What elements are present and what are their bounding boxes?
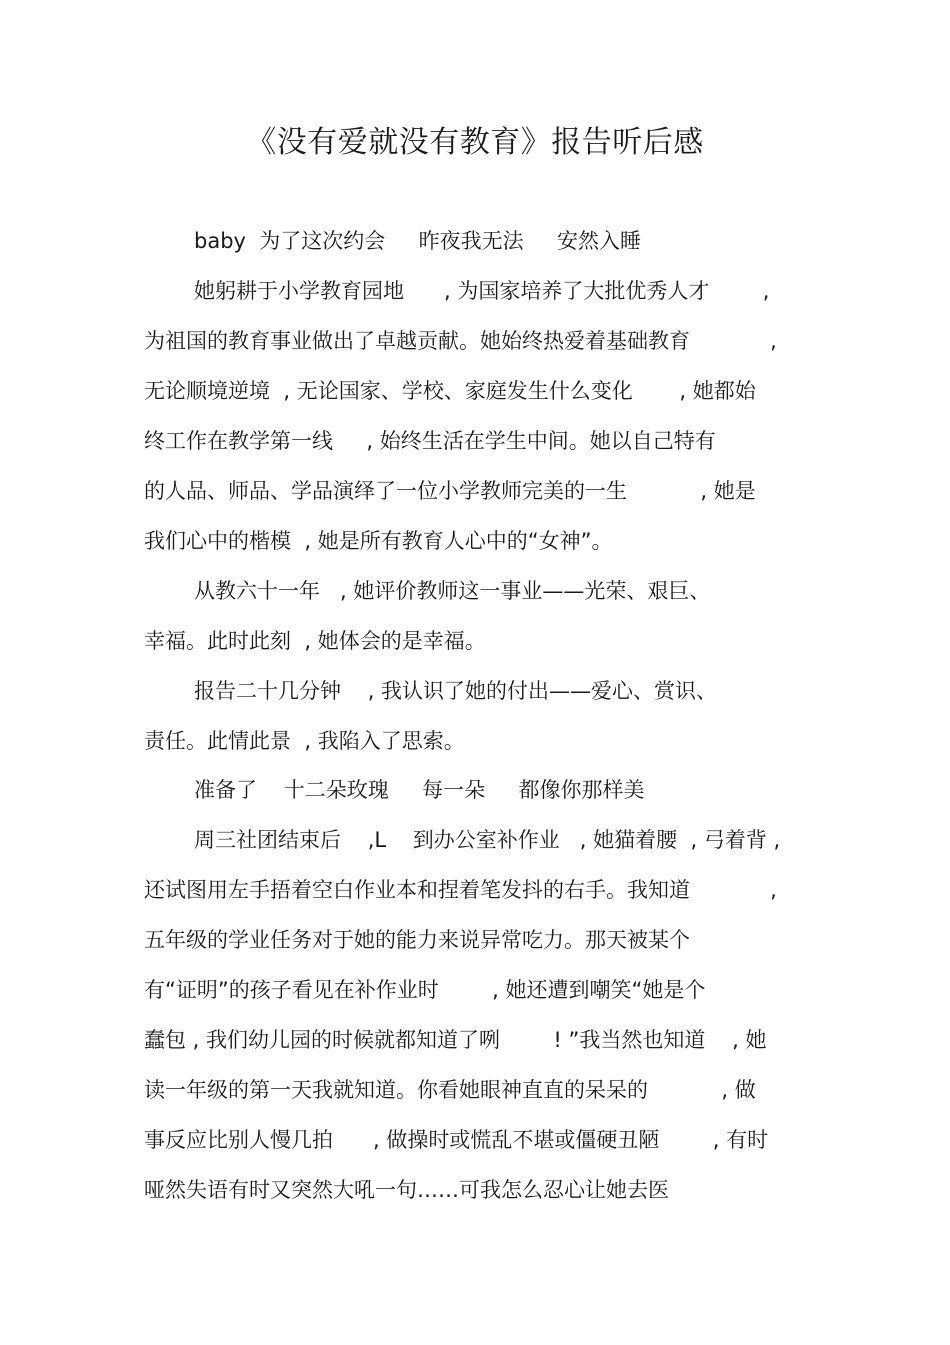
text-line-2: 她躬耕于小学教育园地 , 为国家培养了大批优秀人才 , bbox=[194, 279, 770, 303]
text-line-9: 幸福。此时此刻 , 她体会的是幸福。 bbox=[144, 629, 486, 653]
text-line-7: 我们心中的楷模 , 她是所有教育人心中的“女神”。 bbox=[144, 529, 613, 553]
text-line-11: 责任。此情此景 , 我陷入了思索。 bbox=[144, 729, 465, 753]
text-line-1: baby 为了这次约会 昨夜我无法 安然入睡 bbox=[194, 229, 642, 253]
text-line-17: 蠢包 , 我们幼儿园的时候就都知道了咧 ! ”我当然也知道 , 她 bbox=[144, 1028, 767, 1052]
text-line-19: 事反应比别人慢几拍 , 做操时或慌乱不堪或僵硬丑陋 , 有时 bbox=[144, 1128, 769, 1152]
text-line-12: 准备了 十二朵玫瑰 每一朵 都像你那样美 bbox=[194, 778, 645, 802]
text-line-10: 报告二十几分钟 , 我认识了她的付出——爱心、赏识、 bbox=[194, 679, 718, 703]
text-line-5: 终工作在教学第一线 , 始终生活在学生中间。她以自己特有 bbox=[144, 429, 716, 453]
text-line-16: 有“证明”的孩子看见在补作业时 , 她还遭到嘲笑“她是个 bbox=[144, 978, 706, 1002]
text-line-3: 为祖国的教育事业做出了卓越贡献。她始终热爱着基础教育 , bbox=[144, 329, 777, 353]
document-title: 《没有爱就没有教育》报告听后感 bbox=[246, 125, 704, 160]
text-line-8: 从教六十一年 , 她评价教师这一事业——光荣、艰巨、 bbox=[194, 579, 711, 603]
text-line-6: 的人品、师品、学品演绎了一位小学教师完美的一生 , 她是 bbox=[144, 479, 756, 503]
text-line-15: 五年级的学业任务对于她的能力来说异常吃力。那天被某个 bbox=[144, 928, 690, 952]
text-line-13: 周三社团结束后 ,L 到办公室补作业 , 她猫着腰 , 弓着背 , bbox=[194, 828, 781, 852]
text-line-18: 读一年级的第一天我就知道。你看她眼神直直的呆呆的 , 做 bbox=[144, 1078, 756, 1102]
text-line-4: 无论顺境逆境 , 无论国家、学校、家庭发生什么变化 , 她都始 bbox=[144, 379, 756, 403]
text-line-14: 还试图用左手捂着空白作业本和捏着笔发抖的右手。我知道 , bbox=[144, 878, 777, 902]
text-line-20: 哑然失语有时又突然大吼一句……可我怎么忍心让她去医 bbox=[144, 1178, 669, 1202]
